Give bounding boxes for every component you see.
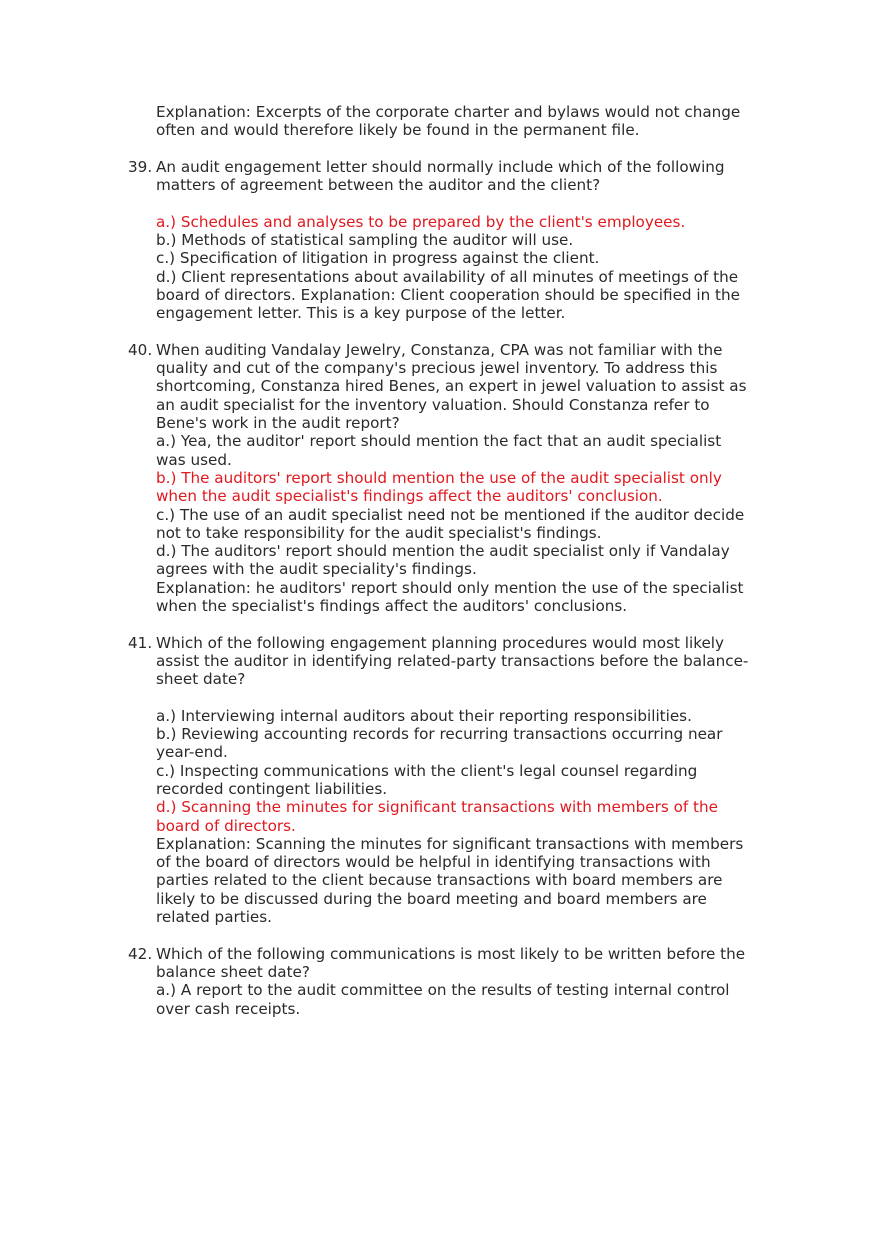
option-a: was used. <box>156 450 232 469</box>
option-c: recorded contingent liabilities. <box>156 779 388 798</box>
explanation-line: parties related to the client because transactions with board members are <box>156 871 723 890</box>
option-b-correct: b.) The auditors' report should mention the use of the audit specialist only <box>156 468 722 487</box>
question-stem-line: an audit specialist for the inventory valuation. Should Constanza refer to <box>156 395 710 414</box>
question-40 <box>0 341 880 615</box>
option-c: c.) The use of an audit specialist need not be mentioned if the auditor decide <box>156 505 745 524</box>
explanation-line: related parties. <box>156 908 272 927</box>
question-41 <box>0 634 880 927</box>
explanation-line: often and would therefore likely be found in the permanent file. <box>156 121 640 140</box>
option-d-correct: d.) Scanning the minutes for significant transactions with members of the <box>156 798 718 817</box>
option-d: d.) The auditors' report should mention the audit specialist only if Vandalay <box>156 542 730 561</box>
question-stem-line: Which of the following engagement planning procedures would most likely <box>156 633 725 652</box>
option-c: c.) Specification of litigation in progress against the client. <box>156 249 600 268</box>
option-d: d.) Client representations about availability of all minutes of meetings of the <box>156 267 739 286</box>
option-d: agrees with the audit speciality's findings. <box>156 560 477 579</box>
question-39 <box>0 158 880 323</box>
option-b-correct: when the audit specialist's findings affect the auditors' conclusion. <box>156 487 663 506</box>
option-b: b.) Methods of statistical sampling the auditor will use. <box>156 231 574 250</box>
question-number: 42. <box>128 944 153 963</box>
option-a: a.) Interviewing internal auditors about their reporting responsibilities. <box>156 706 692 725</box>
question-number: 40. <box>128 340 153 359</box>
option-c: not to take responsibility for the audit specialist's findings. <box>156 523 602 542</box>
document-page <box>0 103 880 1018</box>
question-number: 39. <box>128 157 153 176</box>
question-stem-line: shortcoming, Constanza hired Benes, an expert in jewel valuation to assist as <box>156 377 747 396</box>
option-d-correct: board of directors. <box>156 816 296 835</box>
option-d: board of directors. Explanation: Client cooperation should be specified in the <box>156 285 740 304</box>
explanation-line: Explanation: Scanning the minutes for significant transactions with members <box>156 834 744 853</box>
question-stem-line: matters of agreement between the auditor and the client? <box>156 176 601 195</box>
explanation-line: Explanation: he auditors' report should only mention the use of the specialist <box>156 578 744 597</box>
q38-explanation <box>0 103 776 140</box>
question-stem-line: balance sheet date? <box>156 962 310 981</box>
question-number: 41. <box>128 633 153 652</box>
question-stem-line: When auditing Vandalay Jewelry, Constanza, CPA was not familiar with the <box>156 340 723 359</box>
question-stem-line: An audit engagement letter should normally include which of the following <box>156 157 725 176</box>
explanation-line: Explanation: Excerpts of the corporate charter and bylaws would not change <box>156 103 741 121</box>
question-42 <box>0 945 880 1018</box>
explanation-line: of the board of directors would be helpful in identifying transactions with <box>156 853 711 872</box>
question-stem-line: quality and cut of the company's precious jewel inventory. To address this <box>156 359 718 378</box>
option-a-correct: a.) Schedules and analyses to be prepared by the client's employees. <box>156 212 686 231</box>
option-a: a.) Yea, the auditor' report should mention the fact that an audit specialist <box>156 432 722 451</box>
question-stem-line: sheet date? <box>156 670 246 689</box>
question-stem-line: Which of the following communications is most likely to be written before the <box>156 944 746 963</box>
option-b: b.) Reviewing accounting records for recurring transactions occurring near <box>156 725 723 744</box>
question-stem-line: Bene's work in the audit report? <box>156 414 400 433</box>
explanation-line: likely to be discussed during the board meeting and board members are <box>156 889 707 908</box>
option-a: a.) A report to the audit committee on the results of testing internal control <box>156 981 730 1000</box>
option-a: over cash receipts. <box>156 999 301 1018</box>
explanation-line: when the specialist's findings affect the auditors' conclusions. <box>156 597 628 616</box>
question-stem-line: assist the auditor in identifying related-party transactions before the balance- <box>156 651 749 670</box>
option-b: year-end. <box>156 743 228 762</box>
option-c: c.) Inspecting communications with the client's legal counsel regarding <box>156 761 698 780</box>
option-d: engagement letter. This is a key purpose of the letter. <box>156 304 566 323</box>
